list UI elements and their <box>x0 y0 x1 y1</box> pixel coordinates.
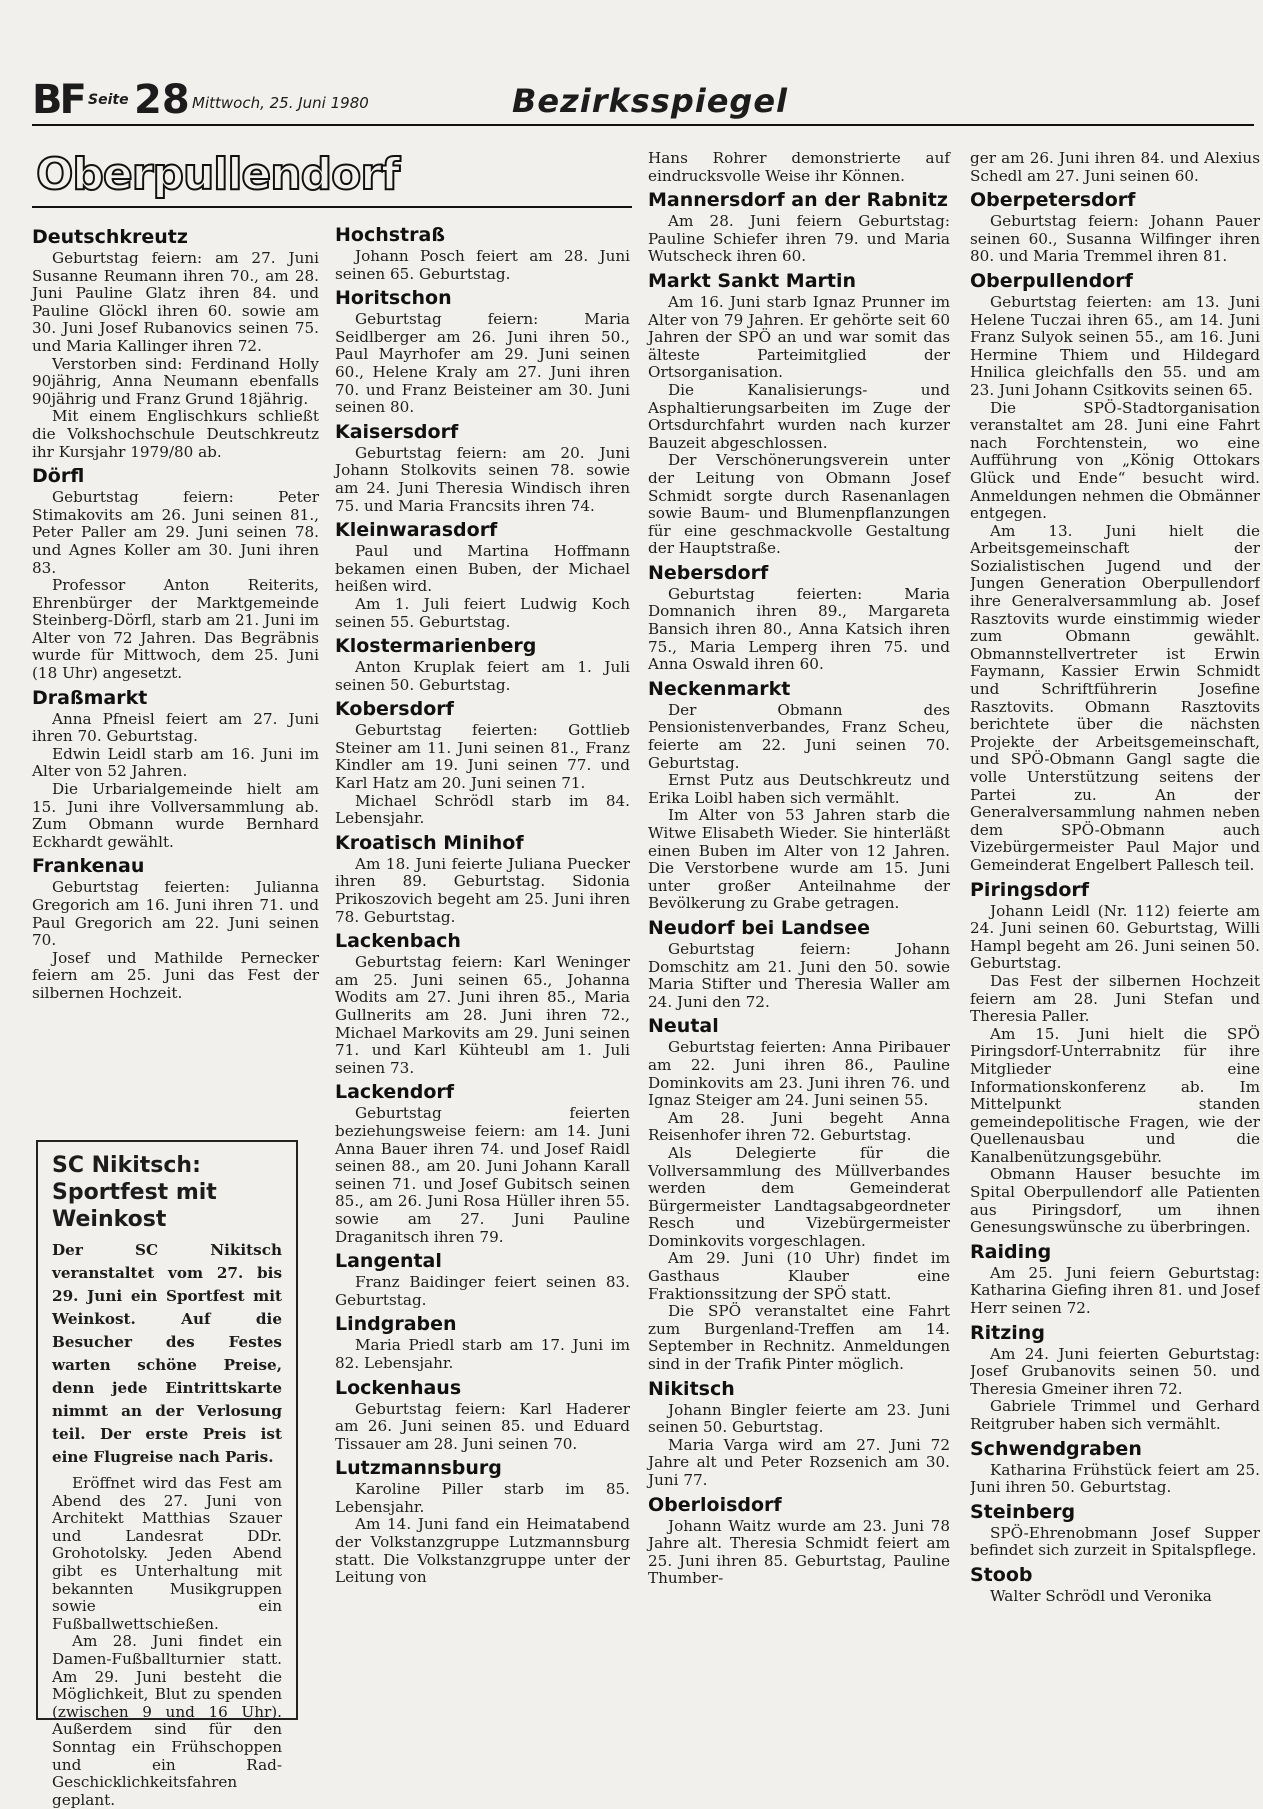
news-paragraph: Die Kanalisierungs- und Asphaltierungsarbeiten im Zuge der Ortsdurchfahrt wurden nach kurzer Bauzeit abgeschlossen. <box>648 380 950 452</box>
news-paragraph: Walter Schrödl und Veronika <box>990 1586 1212 1605</box>
town-heading-frankenau: Frankenau <box>32 855 145 878</box>
town-heading-deutschkreutz: Deutschkreutz <box>32 226 188 248</box>
news-paragraph: Am 18. Juni feierte Juliana Puecker ihren 89. Geburtstag. Sidonia Prikoszovich begeht am 25. Juni ihren 78. Geburtstag. <box>335 854 630 926</box>
news-paragraph: Am 25. Juni feiern Geburtstag: Katharina Giefing ihren 81. und Josef Herr seinen 72. <box>970 1263 1260 1318</box>
news-paragraph: Professor Anton Reiterits, Ehrenbürger der Marktgemeinde Steinberg-Dörfl, starb am 21. Juni im Alter von 72 Jahren. Das Begräbnis wurde für Mittwoch, dem 25. Juni (18 Uhr) angesetzt. <box>32 576 319 683</box>
town-heading-kaisersdorf: Kaisersdorf <box>335 420 459 443</box>
news-paragraph: Am 16. Juni starb Ignaz Prunner im Alter von 79 Jahren. Er gehörte seit 60 Jahren der SPÖ an und war somit das älteste Parteimitglied der Ortsorganisation. <box>648 292 950 382</box>
town-heading-lockenhaus: Lockenhaus <box>335 1376 462 1399</box>
paper-logo: BF <box>32 77 84 123</box>
issue-date: Mittwoch, 25. Juni 1980 <box>192 94 369 112</box>
news-paragraph: Obmann Hauser besuchte im Spital Oberpullendorf alle Patienten aus Piringsdorf, um ihnen Genesungswünsche zu überbringen. <box>970 1165 1260 1237</box>
news-paragraph: Geburtstag feierten: Julianna Gregorich am 16. Juni ihren 71. und Paul Gregorich am 22. Juni seinen 70. <box>32 878 319 950</box>
town-heading-oberpetersdorf: Oberpetersdorf <box>970 189 1136 212</box>
news-paragraph: Mit einem Englischkurs schließt die Volkshochschule Deutschkreutz ihr Kursjahr 1979/80 ab. <box>32 407 319 461</box>
town-heading-neutal: Neutal <box>648 1015 719 1038</box>
news-paragraph: Im Alter von 53 Jahren starb die Witwe Elisabeth Wieder. Sie hinterläßt einen Buben im Alter von 12 Jahren. Die Verstorbene wurde am 15. Juni unter großer Anteilnahme der Bevölkerung zu Grabe getragen. <box>648 806 950 913</box>
news-paragraph: Geburtstag feiern: Karl Weninger am 25. Juni seinen 65., Johanna Wodits am 27. Juni ihren 85., Maria Gullnerits am 28. Juni ihren 72., Michael Markovits am 29. Juni seinen 71. und Karl Kühteubl am 1. Juli seinen 73. <box>335 953 630 1077</box>
town-heading-kroatisch-minihof: Kroatisch Minihof <box>335 831 524 854</box>
column-1 <box>32 222 319 1003</box>
town-heading-lutzmannsburg: Lutzmannsburg <box>335 1457 502 1480</box>
town-heading-lackendorf: Lackendorf <box>335 1081 455 1104</box>
news-paragraph: Johann Bingler feierte am 23. Juni seinen 50. Geburtstag. <box>648 1400 950 1437</box>
news-paragraph: Der Verschönerungsverein unter der Leitung von Obmann Josef Schmidt sorgte durch Rasenanlagen sowie Baum- und Blumenpflanzungen für eine geschmackvolle Gestaltung der Hauptstraße. <box>648 451 950 558</box>
news-paragraph: Am 1. Juli feiert Ludwig Koch seinen 55. Geburtstag. <box>335 594 630 631</box>
box-lead: Der SC Nikitsch veranstaltet vom 27. bis 29. Juni ein Sportfest mit Weinkost. Auf die Besucher des Festes warten schöne Preise, denn jede Eintrittskarte nimmt an der Verlosung teil. Der erste Preis ist eine Flugreise nach Paris. <box>52 1241 282 1466</box>
town-heading-nebersdorf: Nebersdorf <box>648 561 769 584</box>
news-paragraph: Karoline Piller starb im 85. Lebensjahr. <box>335 1480 630 1516</box>
town-heading-neudorf-bei-landsee: Neudorf bei Landsee <box>648 916 870 939</box>
news-paragraph: Geburtstag feierten: Gottlieb Steiner am 11. Juni seinen 81., Franz Kindler am 19. Juni seinen 77. und Karl Hatz am 20. Juni seinen 71. <box>335 721 630 793</box>
news-paragraph: Anna Pfneisl feiert am 27. Juni ihren 70. Geburtstag. <box>32 709 319 746</box>
news-paragraph: Am 24. Juni feierten Geburtstag: Josef Grubanovits seinen 50. und Theresia Gmeiner ihren 72. <box>970 1344 1260 1398</box>
masthead-rule <box>32 206 632 208</box>
news-paragraph: Ernst Putz aus Deutschkreutz und Erika Loibl haben sich vermählt. <box>648 771 950 807</box>
news-paragraph: Geburtstag feiern: Peter Stimakovits am 26. Juni seinen 81., Peter Paller am 29. Juni seinen 78. und Agnes Koller am 30. Juni ihren 83. <box>32 488 319 577</box>
news-paragraph: Katharina Frühstück feiert am 25. Juni ihren 50. Geburtstag. <box>970 1460 1260 1497</box>
news-paragraph: Geburtstag feierten: Anna Piribauer am 22. Juni ihren 86., Pauline Dominkovits am 23. Juni ihren 76. und Ignaz Steiger am 24. Juni seinen 55. <box>648 1038 950 1110</box>
town-heading-kleinwarasdorf: Kleinwarasdorf <box>335 519 498 542</box>
page-label: Seite <box>88 92 129 108</box>
news-paragraph: Am 15. Juni hielt die SPÖ Piringsdorf-Unterrabnitz für ihre Mitglieder eine Informationskonferenz ab. Im Mittelpunkt standen gemeindepolitische Fragen, wie der Quellenausbau und die Kanalbenützungsgebühr. <box>970 1024 1260 1166</box>
town-heading-nikitsch: Nikitsch <box>648 1377 735 1400</box>
news-paragraph: Hans Rohrer demonstrierte auf eindrucksvolle Weise ihr Können. <box>648 149 950 185</box>
news-paragraph: Geburtstag feiern: am 27. Juni Susanne Reumann ihren 70., am 28. Juni Pauline Glatz ihren 84. und Pauline Glöckl ihren 60. sowie am 30. Juni Josef Rubanovics seinen 75. und Maria Kallinger ihren 72. <box>32 249 319 355</box>
news-paragraph: Am 14. Juni fand ein Heimatabend der Volkstanzgruppe Lutzmannsburg statt. Die Volkstanzgruppe unter der Leitung von <box>335 1515 630 1587</box>
news-paragraph: Edwin Leidl starb am 16. Juni im Alter von 52 Jahren. <box>32 744 319 781</box>
news-paragraph: Michael Schrödl starb im 84. Lebensjahr. <box>335 791 630 828</box>
news-paragraph: Gabriele Trimmel und Gerhard Reitgruber haben sich vermählt. <box>970 1397 1260 1433</box>
news-paragraph: Die SPÖ veranstaltet eine Fahrt zum Burgenland-Treffen am 14. September in Rechnitz. Anmeldungen sind in der Trafik Pinter möglich. <box>648 1302 950 1374</box>
news-paragraph: Johann Waitz wurde am 23. Juni 78 Jahre alt. Theresia Schmidt feiert am 25. Juni ihren 85. Geburtstag, Pauline Thumber- <box>648 1516 950 1588</box>
sidebar-box <box>36 1140 298 1809</box>
news-paragraph: Am 28. Juni begeht Anna Reisenhofer ihren 72. Geburtstag. <box>648 1108 950 1145</box>
news-paragraph: Geburtstag feierten: am 13. Juni Helene Tuczai ihren 65., am 14. Juni Franz Sulyok seinen 55., am 16. Juni Hermine Thiem und Hildegard Hnilica gleichfalls den 55. und am 23. Juni Johann Csitkovits seinen 65. <box>970 292 1260 399</box>
section-title: Bezirksspiegel <box>512 82 788 120</box>
news-paragraph: Geburtstag feierten: Maria Domnanich ihren 89., Margareta Bansich ihren 80., Anna Katsich ihren 75., Maria Lemperg ihren 75. und Anna Oswald ihren 60. <box>648 584 950 674</box>
news-paragraph: Geburtstag feiern: Karl Haderer am 26. Juni seinen 85. und Eduard Tissauer am 28. Juni seinen 70. <box>335 1399 630 1453</box>
page-header <box>32 77 1254 123</box>
town-heading-steinberg: Steinberg <box>970 1500 1076 1523</box>
town-heading-markt-sankt-martin: Markt Sankt Martin <box>648 269 857 292</box>
news-paragraph: Geburtstag feiern: Johann Pauer seinen 60., Susanna Wilfinger ihren 80. und Maria Tremmel ihren 81. <box>970 212 1260 266</box>
town-heading-lindgraben: Lindgraben <box>335 1313 457 1336</box>
news-paragraph: Am 13. Juni hielt die Arbeitsgemeinschaft der Sozialistischen Jugend und der Jungen Generation Oberpullendorf ihre Generalversammlung ab. Josef Rasztovits wurde einstimmig wieder zum Obmann gewählt. Obmannstellvertreter ist Erwin Faymann, Kassier Erwin Schmidt und Schriftführerin Josefine Rasztovits. Obmann Rasztovits berichtete über die nächsten Projekte der Arbeitsgemeinschaft, und SPÖ-Obmann Gangl sagte die volle Unterstützung seitens der Partei zu. An der Generalversammlung nahmen neben dem SPÖ-Obmann auch Vizebürgermeister Paul Major und Gemeinderat Engelbert Pallesch teil. <box>970 521 1260 874</box>
news-paragraph: Franz Baidinger feiert seinen 83. Geburtstag. <box>335 1273 630 1309</box>
news-paragraph: Paul und Martina Hoffmann bekamen einen Buben, der Michael heißen wird. <box>335 542 630 596</box>
town-heading-klostermarienberg: Klostermarienberg <box>335 635 537 658</box>
town-heading-dorfl: Dörfl <box>32 465 85 488</box>
box-paragraph: Am 28. Juni findet ein Damen-Fußballturnier statt. Am 29. Juni besteht die Möglichkeit, Blut zu spenden (zwischen 9 und 16 Uhr). Außerdem sind für den Sonntag ein Frühschoppen und ein Rad-Geschicklichkeitsfahren geplant. <box>52 1632 282 1809</box>
news-paragraph: Geburtstag feierten beziehungsweise feiern: am 14. Juni Anna Bauer ihren 74. und Josef Raidl seinen 88., am 20. Juni Johann Karall seinen 71. und Josef Gubitsch seinen 85., am 26. Juni Rosa Hüller ihren 55. sowie am 27. Juni Pauline Draganitsch ihren 79. <box>335 1104 630 1246</box>
town-heading-langental: Langental <box>335 1250 442 1273</box>
box-paragraph: Eröffnet wird das Fest am Abend des 27. Juni von Architekt Matthias Szauer und Landesrat DDr. Grohotolsky. Jeden Abend gibt es Unterhaltung mit bekannten Musikgruppen sowie ein Fußballwettschießen. <box>52 1474 282 1633</box>
news-paragraph: SPÖ-Ehrenobmann Josef Supper befindet sich zurzeit in Spitalspflege. <box>970 1523 1260 1560</box>
box-title: SC Nikitsch: Sportfest mit Weinkost <box>52 1153 217 1232</box>
news-paragraph: Geburtstag feiern: Maria Seidlberger am 26. Juni ihren 50., Paul Mayrhofer am 29. Juni seinen 60., Helene Kraly am 27. Juni ihren 70. und Franz Beisteiner am 30. Juni seinen 80. <box>335 310 630 417</box>
town-heading-schwendgraben: Schwendgraben <box>970 1437 1142 1460</box>
news-paragraph: Josef und Mathilde Pernecker feiern am 25. Juni das Fest der silbernen Hochzeit. <box>32 948 319 1002</box>
news-paragraph: Johann Posch feiert am 28. Juni seinen 65. Geburtstag. <box>335 247 630 283</box>
news-paragraph: ger am 26. Juni ihren 84. und Alexius Schedl am 27. Juni seinen 60. <box>970 150 1260 185</box>
news-paragraph: Johann Leidl (Nr. 112) feierte am 24. Juni seinen 60. Geburtstag, Willi Hampl begeht am 26. Juni seinen 50. Geburtstag. <box>970 901 1260 973</box>
town-heading-stoob: Stoob <box>970 1563 1033 1586</box>
news-paragraph: Das Fest der silbernen Hochzeit feiern am 28. Juni Stefan und Theresia Paller. <box>970 971 1260 1026</box>
town-heading-raiding: Raiding <box>970 1240 1052 1263</box>
news-paragraph: Geburtstag feiern: Johann Domschitz am 21. Juni den 50. sowie Maria Stifter und Theresia Waller am 24. Juni den 72. <box>648 939 950 1011</box>
news-paragraph: Anton Kruplak feiert am 1. Juli seinen 50. Geburtstag. <box>335 658 630 694</box>
news-paragraph: Verstorben sind: Ferdinand Holly 90jährig, Anna Neumann ebenfalls 90jährig und Franz Grund 18jährig. <box>32 354 319 408</box>
town-heading-mannersdorf-an-der-rabnitz: Mannersdorf an der Rabnitz <box>648 189 948 212</box>
district-masthead <box>36 150 633 206</box>
page-number: 28 <box>134 77 190 123</box>
town-heading-horitschon: Horitschon <box>335 287 452 310</box>
town-heading-oberloisdorf: Oberloisdorf <box>648 1493 782 1516</box>
town-heading-lackenbach: Lackenbach <box>335 930 461 953</box>
town-heading-neckenmarkt: Neckenmarkt <box>648 677 791 700</box>
column-2 <box>335 220 630 1587</box>
news-paragraph: Maria Priedl starb am 17. Juni im 82. Lebensjahr. <box>335 1336 630 1372</box>
news-paragraph: Am 28. Juni feiern Geburtstag: Pauline Schiefer ihren 79. und Maria Wutscheck ihren 60. <box>648 212 950 266</box>
town-heading-hochstra: Hochstraß <box>335 224 445 246</box>
news-paragraph: Am 29. Juni (10 Uhr) findet im Gasthaus Klauber eine Fraktionssitzung der SPÖ statt. <box>648 1249 950 1303</box>
column-4 <box>970 150 1260 1790</box>
news-paragraph: Maria Varga wird am 27. Juni 72 Jahre alt und Peter Rozsenich am 30. Juni 77. <box>648 1435 950 1489</box>
column-3 <box>648 150 950 1588</box>
news-paragraph: Als Delegierte für die Vollversammlung des Müllverbandes werden dem Gemeinderat Bürgermeister Landtagsabgeordneter Resch und Vizebürgermeister Dominkovits vorgeschlagen. <box>648 1143 950 1250</box>
town-heading-oberpullendorf: Oberpullendorf <box>970 269 1133 292</box>
town-heading-dra-markt: Draßmarkt <box>32 686 148 709</box>
news-paragraph: Die SPÖ-Stadtorganisation veranstaltet am 28. Juni eine Fahrt nach Forchtenstein, wo eine Aufführung von „König Ottokars Glück und Ende“ besucht wird. Anmeldungen nehmen die Obmänner entgegen. <box>970 398 1260 523</box>
town-heading-kobersdorf: Kobersdorf <box>335 698 454 721</box>
news-paragraph: Die Urbarialgemeinde hielt am 15. Juni ihre Vollversammlung ab. Zum Obmann wurde Bernhard Eckhardt gewählt. <box>32 780 319 851</box>
town-heading-ritzing: Ritzing <box>970 1321 1045 1344</box>
news-paragraph: Geburtstag feiern: am 20. Juni Johann Stolkovits seinen 78. sowie am 24. Juni Theresia Windisch ihren 75. und Maria Francsits ihren 74. <box>335 443 630 515</box>
town-heading-piringsdorf: Piringsdorf <box>970 878 1090 901</box>
district-title: Oberpullendorf <box>36 149 400 200</box>
header-rule <box>32 124 1254 126</box>
news-paragraph: Der Obmann des Pensionistenverbandes, Franz Scheu, feierte am 22. Juni seinen 70. Geburtstag. <box>648 700 950 772</box>
